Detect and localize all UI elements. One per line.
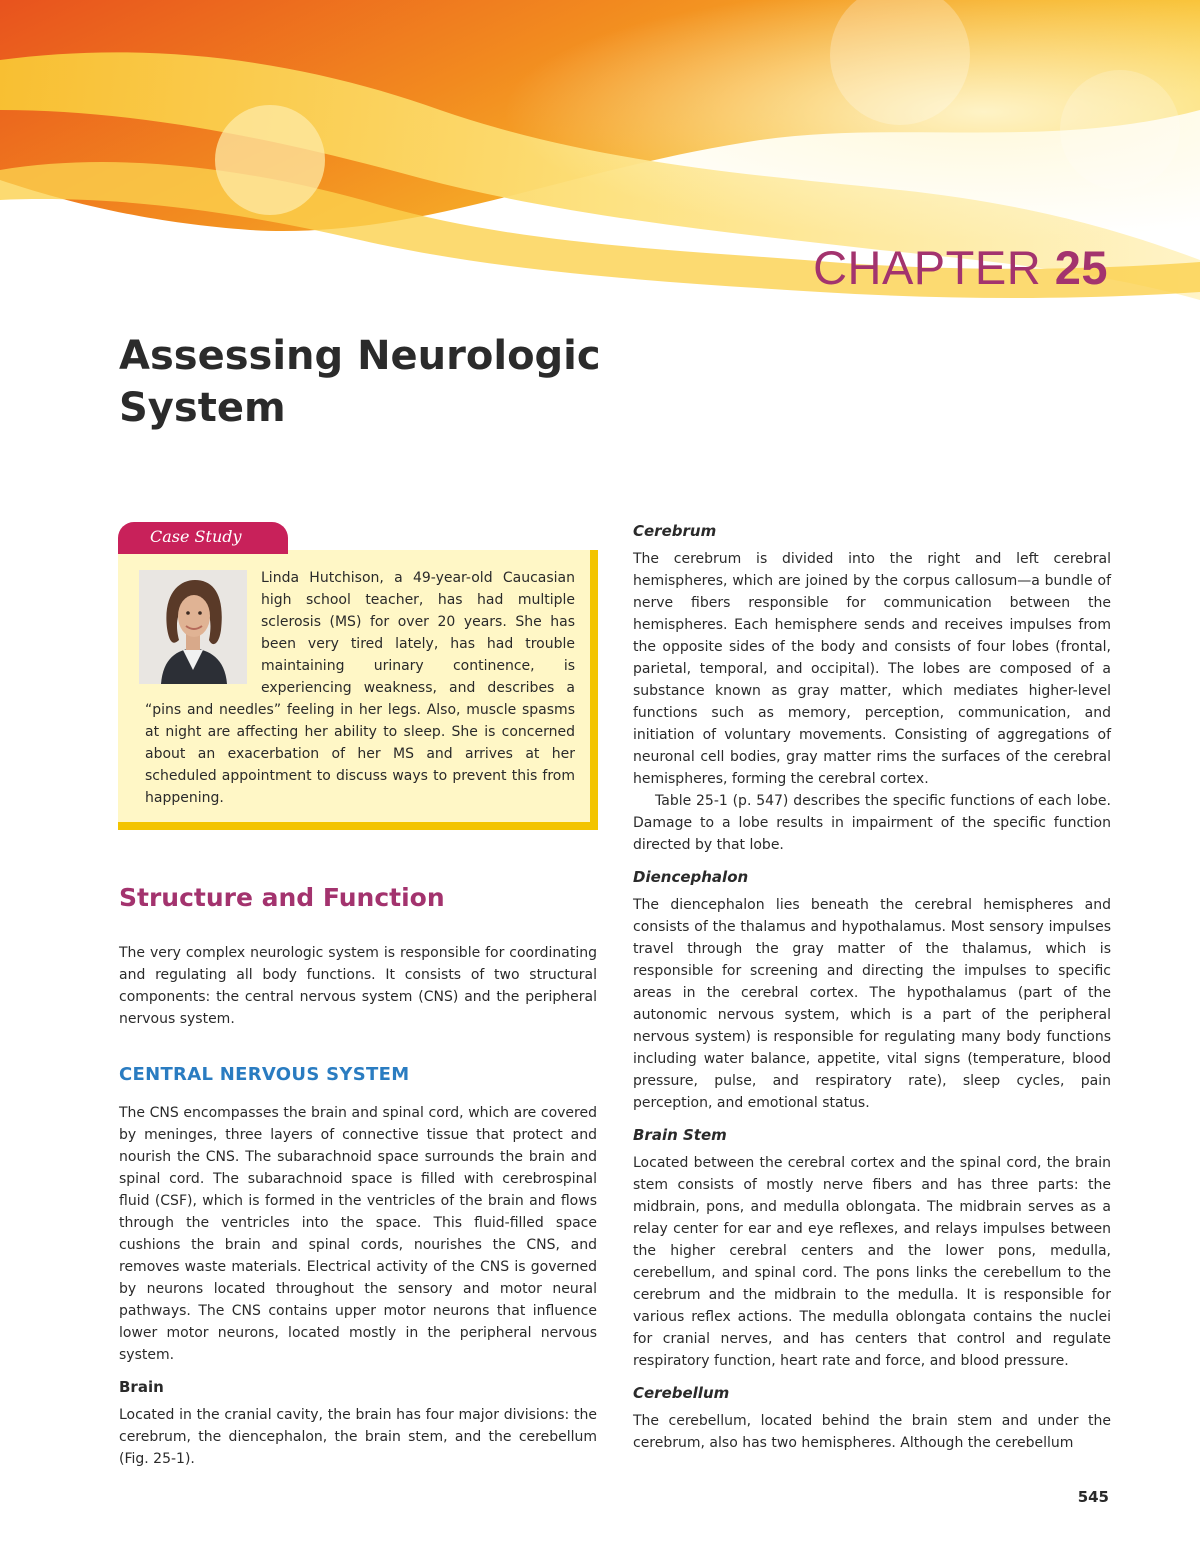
left-column [119,880,597,1470]
brain-paragraph: Located in the cranial cavity, the brain has four major divisions: the cerebrum, the diencephalon, the brain stem, and the cerebellum (Fig. 25-1). [119,1407,597,1467]
heading-brain-stem: Brain Stem [633,1126,727,1144]
chapter-word: CHAPTER [813,241,1042,294]
page-title-line-2: System [119,385,286,431]
page-number: 545 [1077,1488,1109,1506]
case-study-text: Linda Hutchison, a 49-year-old Caucasian high school teacher, has had multiple sclerosis (MS) for over 20 years. She has been very tired lately, has had trouble maintaining urinary continence, is experiencing weakness, and describes a “pins and needles” feeling in her legs. Also, muscle spasms at night are affecting her ability to sleep. She is concerned about an exacerbation of her MS and arrives at her scheduled appointment to discuss ways to prevent this from happening. [145,570,575,806]
heading-diencephalon: Diencephalon [633,868,749,886]
diencephalon-paragraph: The diencephalon lies beneath the cerebral hemispheres and consists of the thalamus and hypothalamus. Most sensory impulses travel through the gray matter of the thalamus, which is responsible for screening and directing the impulses to specific areas in the cerebral cortex. The hypothalamus (part of the autonomic nervous system, which is a part of the peripheral nervous system) is responsible for regulating many body functions including water balance, appetite, vital signs (temperature, blood pressure, pulse, and respiratory rate), sleep cycles, pain perception, and emotional status. [633,897,1111,1111]
cerebellum-paragraph: The cerebellum, located behind the brain stem and under the cerebrum, also has two hemispheres. Although the cerebellum [633,1413,1111,1451]
case-study-text-block [145,567,575,809]
cerebrum-table-ref-paragraph: Table 25-1 (p. 547) describes the specific functions of each lobe. Damage to a lobe results in impairment of the specific function directed by that lobe. [633,793,1111,853]
cerebrum-paragraph: The cerebrum is divided into the right and left cerebral hemispheres, which are joined by the corpus callosum—a bundle of nerve fibers responsible for communication between the hemispheres. Each hemisphere sends and receives impulses from the opposite sides of the body and consists of four lobes (frontal, parietal, temporal, and occipital). The lobes are composed of a substance known as gray matter, which mediates higher-level functions such as memory, perception, communication, and initiation of voluntary movements. Consisting of aggregations of neuronal cell bodies, gray matter rims the surfaces of the cerebral hemispheres, forming the cerebral cortex. [633,551,1111,787]
cns-paragraph: The CNS encompasses the brain and spinal cord, which are covered by meninges, three layers of connective tissue that protect and nourish the CNS. The subarachnoid space surrounds the brain and spinal cord. The subarachnoid space is filled with cerebrospinal fluid (CSF), which is formed in the ventricles of the brain and flows through the ventricles into the space. This fluid-filled space cushions the brain and spinal cords, nourishes the CNS, and removes waste materials. Electrical activity of the CNS is governed by neurons located throughout the sensory and motor neural pathways. The CNS contains upper motor neurons that influence lower motor neurons, located mostly in the peripheral nervous system. [119,1105,597,1363]
page-title-line-1: Assessing Neurologic [119,333,601,379]
chapter-label [813,240,1108,295]
page-title [119,330,819,434]
heading-central-nervous-system: CENTRAL NERVOUS SYSTEM [119,1064,410,1085]
intro-paragraph: The very complex neurologic system is responsible for coordinating and regulating all body functions. It consists of two structural components: the central nervous system (CNS) and the peripheral nervous system. [119,945,597,1027]
chapter-number: 25 [1054,241,1108,294]
brain-stem-paragraph: Located between the cerebral cortex and the spinal cord, the brain stem consists of mostly nerve fibers and has three parts: the midbrain, pons, and medulla oblongata. The midbrain serves as a relay center for ear and eye reflexes, and relays impulses between the higher cerebral centers and the lower pons, medulla, cerebellum, and spinal cord. The pons links the cerebellum to the cerebrum and the midbrain to the medulla. It is responsible for various reflex actions. The medulla oblongata contains the nuclei for cranial nerves, and has centers that control and regulate respiratory function, heart rate and force, and blood pressure. [633,1155,1111,1369]
section-title-structure-function: Structure and Function [119,883,445,912]
case-study-label: Case Study [150,527,242,546]
heading-brain: Brain [119,1378,164,1396]
right-column [633,520,1111,1454]
heading-cerebellum: Cerebellum [633,1384,730,1402]
heading-cerebrum: Cerebrum [633,522,717,540]
